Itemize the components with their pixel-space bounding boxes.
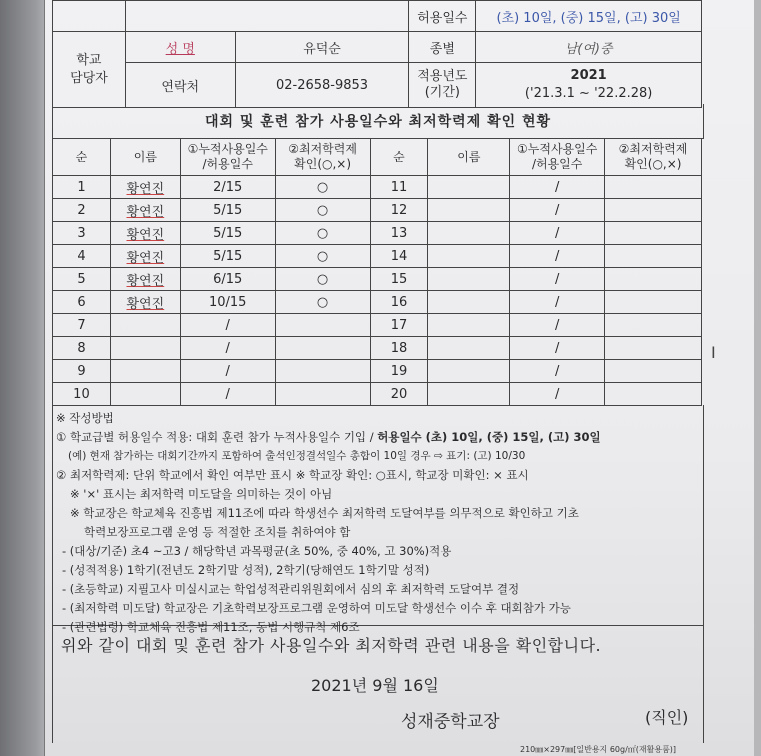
table-row — [53, 268, 702, 291]
note-1 — [56, 428, 706, 447]
cell-empty — [428, 222, 510, 245]
cell-no: 20 — [370, 383, 428, 406]
cell-days: / — [510, 337, 605, 360]
table-row — [53, 222, 702, 245]
paper-spec: 210㎜×297㎜[일반용지 60g/㎡(재활용품)] — [520, 745, 677, 754]
cell-name — [110, 314, 180, 337]
text-cursor-icon: I — [711, 343, 716, 362]
cell-empty — [428, 314, 510, 337]
type-label: 종별 — [409, 32, 476, 63]
cell-days: / — [180, 314, 275, 337]
cell-check: ○ — [275, 291, 370, 314]
cell-blank-a — [53, 1, 126, 32]
cell-empty — [605, 222, 702, 245]
cell-name: 황연진 — [110, 222, 180, 245]
cell-name — [110, 360, 180, 383]
cell-empty — [605, 314, 702, 337]
period-value: ('21.3.1 ~ '22.2.28) — [524, 86, 653, 101]
header-cell: ①누적사용일수 /허용일수 — [510, 139, 605, 176]
cell-days: / — [510, 291, 605, 314]
contact-value: 02-2658-9853 — [235, 63, 409, 108]
cell-days: 10/15 — [180, 291, 275, 314]
name-value: 유덕순 — [235, 32, 409, 63]
official-seal: (직인) — [645, 708, 689, 727]
table-row — [53, 314, 702, 337]
cell-name — [110, 337, 180, 360]
note-6: - (대상/기준) 초4 ~고3 / 해당학년 과목평균(초 50%, 중 40%, 고 30%)적용 — [62, 544, 452, 558]
note-1c: (예) 현재 참가하는 대회기간까지 포함하여 출석인정결석일수 총합이 10일 경우 ⇨ 표기: (고) 10/30 — [68, 450, 526, 462]
cell-days: 6/15 — [180, 268, 275, 291]
background-right — [754, 0, 761, 756]
cell-days: / — [510, 360, 605, 383]
confirmation-section — [52, 625, 704, 743]
cell-no: 7 — [53, 314, 111, 337]
cell-days: / — [180, 383, 275, 406]
notes-section — [56, 409, 706, 637]
note-7: - (성적적용) 1학기(전년도 2학기말 성적), 2학기(당해연도 1학기말 성적) — [62, 563, 430, 577]
cell-no: 9 — [53, 360, 111, 383]
cell-empty — [605, 176, 702, 199]
cell-empty — [428, 245, 510, 268]
cell-check — [275, 337, 370, 360]
cell-days: / — [510, 222, 605, 245]
contact-label: 연락처 — [125, 63, 235, 108]
cell-no: 10 — [53, 383, 111, 406]
cell-empty — [428, 337, 510, 360]
cell-days: 5/15 — [180, 222, 275, 245]
cell-empty — [428, 383, 510, 406]
cell-no: 8 — [53, 337, 111, 360]
cell-name: 황연진 — [110, 245, 180, 268]
cell-empty — [605, 199, 702, 222]
cell-empty — [605, 245, 702, 268]
cell-check — [275, 360, 370, 383]
cell-days: / — [180, 360, 275, 383]
table-row — [53, 383, 702, 406]
note-1a: ① 학교급별 허용일수 적용: 대회 훈련 참가 누적사용일수 기입 / — [56, 430, 378, 444]
header-cell: ①누적사용일수 /허용일수 — [180, 139, 275, 176]
table-row — [53, 199, 702, 222]
cell-blank-b — [125, 1, 409, 32]
cell-days: / — [510, 314, 605, 337]
cell-name: 황연진 — [110, 291, 180, 314]
note-3: ※ '×' 표시는 최저학력 미도달을 의미하는 것이 아님 — [70, 487, 333, 501]
cell-no: 11 — [370, 176, 428, 199]
cell-empty — [428, 360, 510, 383]
cell-check — [275, 314, 370, 337]
cell-days: 5/15 — [180, 199, 275, 222]
cell-check: ○ — [275, 199, 370, 222]
school-principal: 성재중학교장 — [401, 712, 500, 732]
participation-table — [52, 138, 702, 406]
cell-days: 5/15 — [180, 245, 275, 268]
cell-empty — [428, 199, 510, 222]
table-row — [53, 245, 702, 268]
cell-days: / — [510, 176, 605, 199]
header-cell: 순 — [53, 139, 111, 176]
year-label: 적용년도 (기간) — [409, 63, 476, 108]
header-cell: ②최저학력제 확인(○,×) — [605, 139, 702, 176]
info-table — [52, 0, 702, 108]
note-2: ② 최저학력제: 단위 학교에서 확인 여부만 표시 ※ 학교장 확인: ○표시, 학교장 미확인: × 표시 — [56, 468, 529, 482]
table-row — [53, 337, 702, 360]
dept-label: 학교 담당자 — [53, 32, 126, 108]
cell-name: 황연진 — [110, 199, 180, 222]
cell-days: / — [180, 337, 275, 360]
cell-no: 5 — [53, 268, 111, 291]
table-row — [53, 360, 702, 383]
cell-no: 18 — [370, 337, 428, 360]
name-label: 성 명 — [125, 32, 235, 63]
note-1b: 허용일수 (초) 10일, (중) 15일, (고) 30일 — [377, 430, 601, 444]
cell-days: / — [510, 268, 605, 291]
notes-heading: ※ 작성방법 — [56, 411, 114, 425]
year-value: 2021 — [570, 68, 607, 83]
table-title: 대회 및 훈련 참가 사용일수와 최저학력제 확인 현황 — [52, 104, 704, 139]
cell-no: 16 — [370, 291, 428, 314]
cell-no: 2 — [53, 199, 111, 222]
cell-no: 17 — [370, 314, 428, 337]
cell-check: ○ — [275, 222, 370, 245]
header-cell: 순 — [370, 139, 428, 176]
header-cell: ②최저학력제 확인(○,×) — [275, 139, 370, 176]
cell-empty — [428, 291, 510, 314]
allow-value: (초) 10일, (중) 15일, (고) 30일 — [476, 1, 702, 32]
cell-days: / — [510, 245, 605, 268]
cell-empty — [605, 383, 702, 406]
confirm-text: 위와 같이 대회 및 훈련 참가 사용일수와 최저학력 관련 내용을 확인합니다. — [61, 636, 602, 655]
note-8: - (초등학교) 지필고사 미실시교는 학업성적관리위원회에서 심의 후 최저학력 도달여부 결정 — [62, 582, 520, 596]
header-cell: 이름 — [428, 139, 510, 176]
cell-no: 1 — [53, 176, 111, 199]
cell-empty — [605, 291, 702, 314]
type-value: 남(여)중 — [476, 32, 702, 63]
allow-label: 허용일수 — [409, 1, 476, 32]
cell-check: ○ — [275, 176, 370, 199]
cell-no: 19 — [370, 360, 428, 383]
cell-check — [275, 383, 370, 406]
cell-empty — [605, 268, 702, 291]
table-row — [53, 291, 702, 314]
cell-no: 6 — [53, 291, 111, 314]
cell-days: 2/15 — [180, 176, 275, 199]
header-cell: 이름 — [110, 139, 180, 176]
confirm-date: 2021년 9월 16일 — [311, 676, 439, 695]
cell-no: 4 — [53, 245, 111, 268]
cell-no: 14 — [370, 245, 428, 268]
cell-empty — [605, 337, 702, 360]
cell-no: 12 — [370, 199, 428, 222]
note-5: 학력보장프로그램 운영 등 적절한 조치를 취하여야 함 — [84, 525, 351, 539]
cell-no: 3 — [53, 222, 111, 245]
cell-days: / — [510, 383, 605, 406]
cell-name — [110, 383, 180, 406]
cell-check: ○ — [275, 245, 370, 268]
cell-empty — [428, 176, 510, 199]
cell-no: 15 — [370, 268, 428, 291]
year-cell — [476, 63, 702, 108]
cell-empty — [605, 360, 702, 383]
cell-empty — [428, 268, 510, 291]
note-4: ※ 학교장은 학교체육 진흥법 제11조에 따라 학생선수 최저학력 도달여부를 의무적으로 확인하고 기초 — [70, 506, 579, 520]
cell-name: 황연진 — [110, 176, 180, 199]
note-10: - (관련법령) 학교체육 진흥법 제11조, 동법 시행규칙 제6조 — [62, 620, 360, 634]
cell-check: ○ — [275, 268, 370, 291]
cell-name: 황연진 — [110, 268, 180, 291]
cell-no: 13 — [370, 222, 428, 245]
note-9: - (최저학력 미도달) 학교장은 기초학력보장프로그램 운영하여 미도달 학생선수 이수 후 대회참가 가능 — [62, 601, 571, 615]
table-row — [53, 176, 702, 199]
cell-days: / — [510, 199, 605, 222]
